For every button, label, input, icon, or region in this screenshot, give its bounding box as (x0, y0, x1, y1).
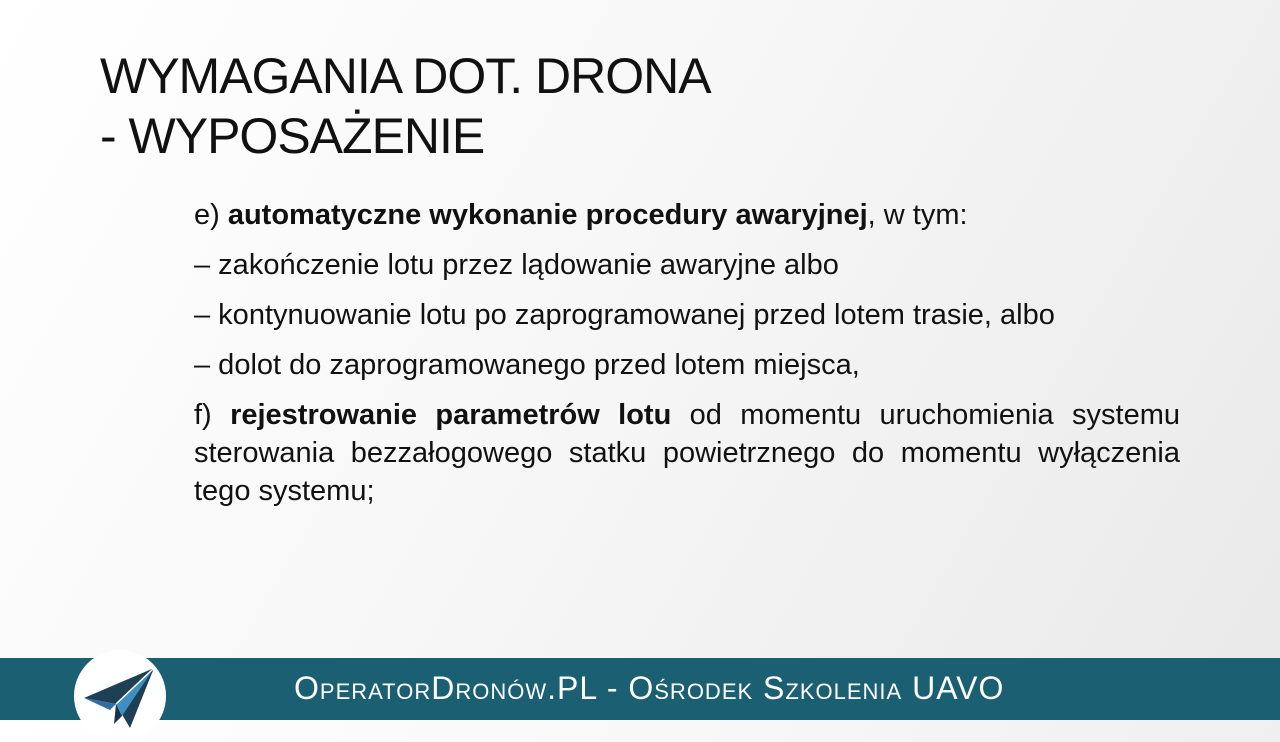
item-e (194, 196, 1180, 234)
slide-body (194, 196, 1180, 522)
item-e-sub-3: – dolot do zaprogramowanego przed lotem miejsca, (194, 349, 860, 381)
item-e-prefix: e) (194, 199, 228, 231)
item-e-sub-1: – zakończenie lotu przez lądowanie awaryjne albo (194, 249, 839, 281)
item-e-rest: , w tym: (867, 199, 968, 231)
item-f-rest: od momentu uruchomienia systemu sterowania bezzałogowego statku powietrznego do momentu wyłączenia tego systemu; (194, 399, 1180, 507)
slide-title-line-2: - WYPOSAŻENIE (100, 108, 485, 164)
slide-title (100, 46, 1100, 166)
footer-text: OperatorDronów.PL - Ośrodek Szkolenia UAVO (294, 670, 1005, 706)
item-e-bold: automatyczne wykonanie procedury awaryjnej (227, 199, 868, 231)
slide-title-line-1: WYMAGANIA DOT. DRONA (100, 48, 711, 104)
item-f (194, 396, 1180, 510)
item-e-sub-2: – kontynuowanie lotu po zaprogramowanej przed lotem trasie, albo (194, 299, 1055, 331)
item-f-bold: rejestrowanie parametrów lotu (230, 399, 672, 431)
item-f-prefix: f) (194, 399, 231, 431)
paper-plane-drone-icon (74, 650, 166, 742)
footer-bar (0, 658, 1280, 720)
